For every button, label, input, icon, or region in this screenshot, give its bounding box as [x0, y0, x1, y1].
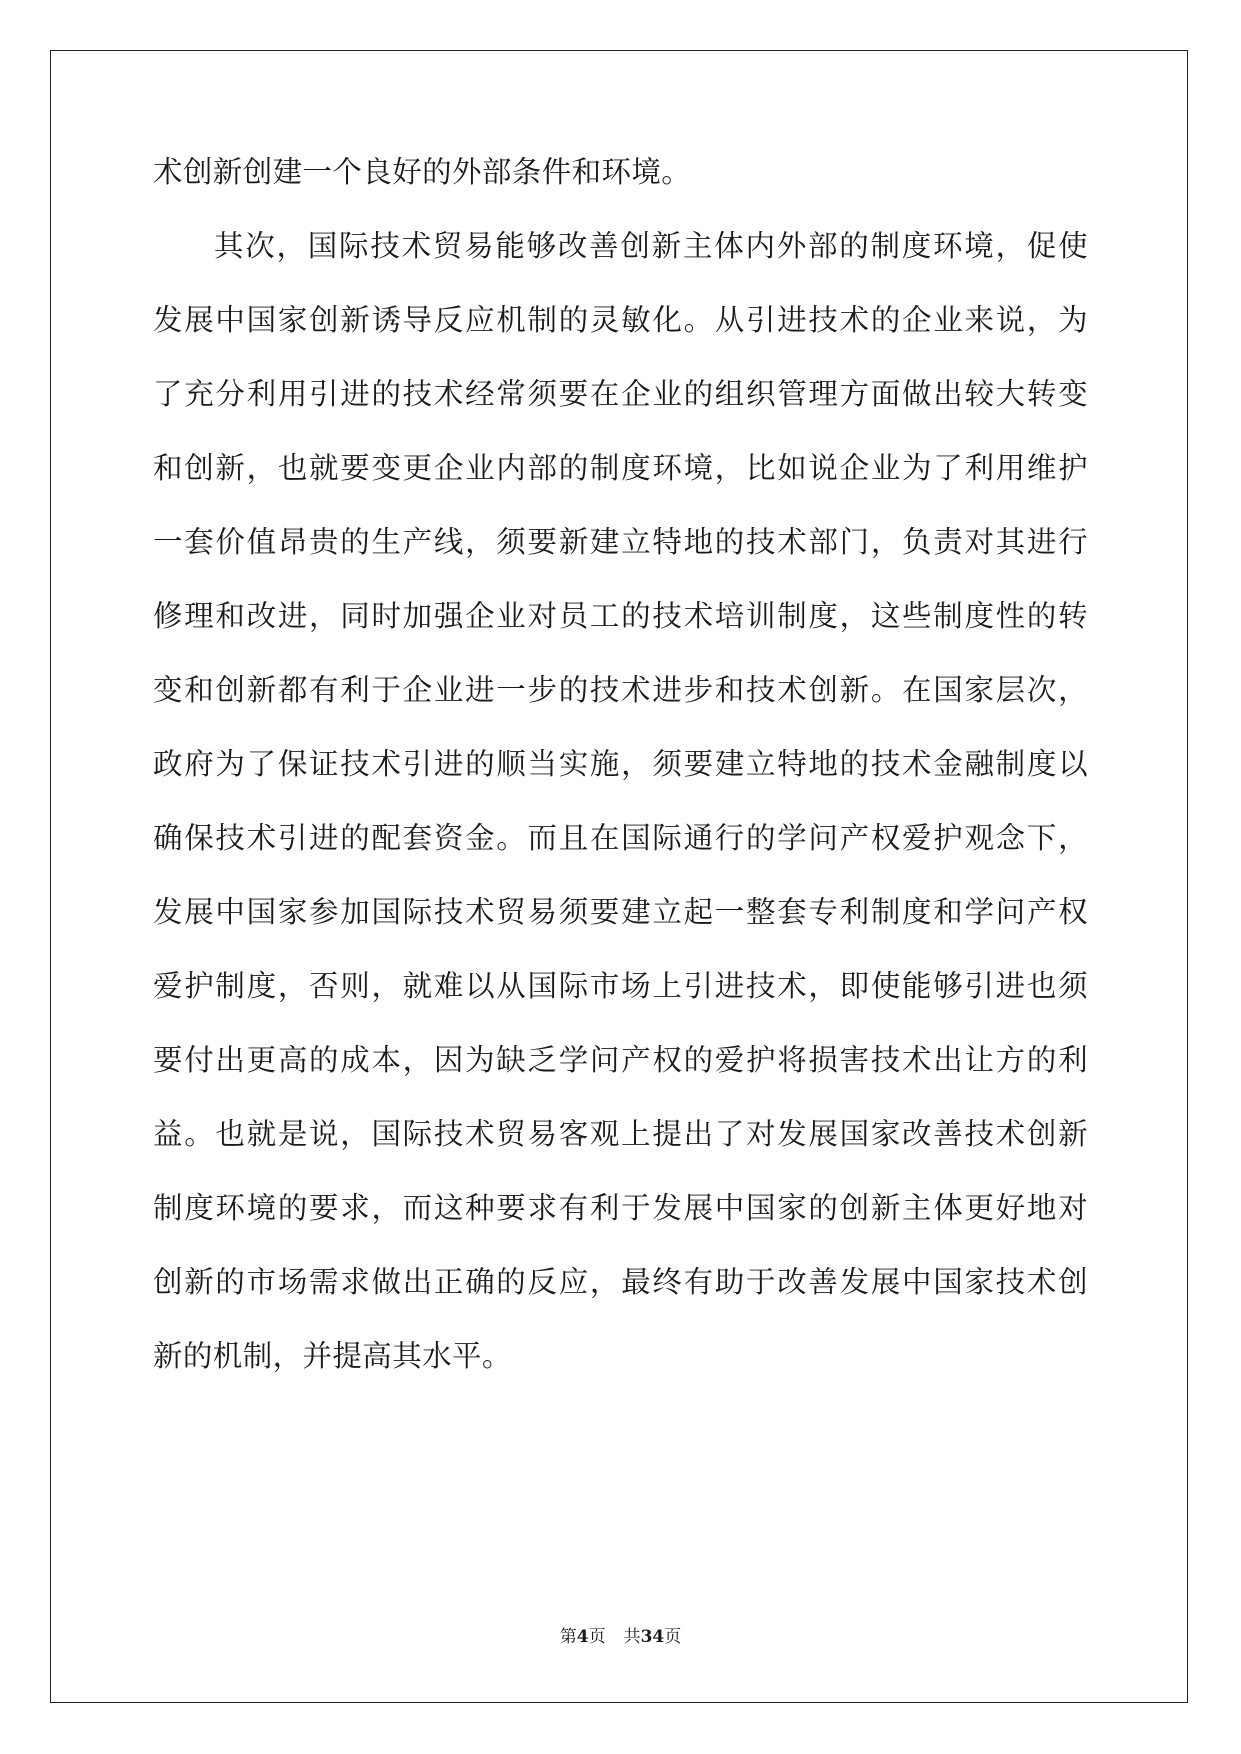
- text-line-4: 了充分利用引进的技术经常须要在企业的组织管理方面做出较大转变: [153, 377, 1088, 411]
- text-line-17: 新的机制，并提高其水平。: [153, 1339, 512, 1373]
- text-line-5: 和创新，也就要变更企业内部的制度环境，比如说企业为了利用维护: [153, 451, 1088, 485]
- text-line-16: 创新的市场需求做出正确的反应，最终有助于改善发展中国家技术创: [153, 1265, 1088, 1299]
- text-line-6: 一套价值昂贵的生产线，须要新建立特地的技术部门，负责对其进行: [153, 525, 1088, 559]
- page-number-suffix: 页: [588, 1627, 606, 1647]
- page-number-current: 4: [576, 1627, 589, 1647]
- text-line-10: 确保技术引进的配套资金。而且在国际通行的学问产权爱护观念下，: [153, 821, 1088, 855]
- text-line-11: 发展中国家参加国际技术贸易须要建立起一整套专利制度和学问产权: [153, 895, 1088, 929]
- text-line-8: 变和创新都有利于企业进一步的技术进步和技术创新。在国家层次，: [153, 673, 1088, 707]
- page-number-prefix: 第: [559, 1627, 577, 1647]
- total-pages-prefix: 共: [623, 1627, 641, 1647]
- page-footer: [0, 1625, 1241, 1649]
- text-line-13: 要付出更高的成本，因为缺乏学问产权的爱护将损害技术出让方的利: [153, 1043, 1088, 1077]
- text-line-1: 术创新创建一个良好的外部条件和环境。: [153, 155, 692, 189]
- text-line-3: 发展中国家创新诱导反应机制的灵敏化。从引进技术的企业来说，为: [153, 303, 1088, 337]
- text-line-15: 制度环境的要求，而这种要求有利于发展中国家的创新主体更好地对: [153, 1191, 1088, 1225]
- total-pages-count: 34: [640, 1627, 665, 1647]
- total-pages-suffix: 页: [664, 1627, 682, 1647]
- paragraph-start-line: 其次，国际技术贸易能够改善创新主体内外部的制度环境，促使: [214, 229, 1088, 263]
- text-line-14: 益。也就是说，国际技术贸易客观上提出了对发展国家改善技术创新: [153, 1117, 1088, 1151]
- text-line-12: 爱护制度，否则，就难以从国际市场上引进技术，即使能够引进也须: [153, 969, 1088, 1003]
- text-line-7: 修理和改进，同时加强企业对员工的技术培训制度，这些制度性的转: [153, 599, 1088, 633]
- text-line-9: 政府为了保证技术引进的顺当实施，须要建立特地的技术金融制度以: [153, 747, 1088, 781]
